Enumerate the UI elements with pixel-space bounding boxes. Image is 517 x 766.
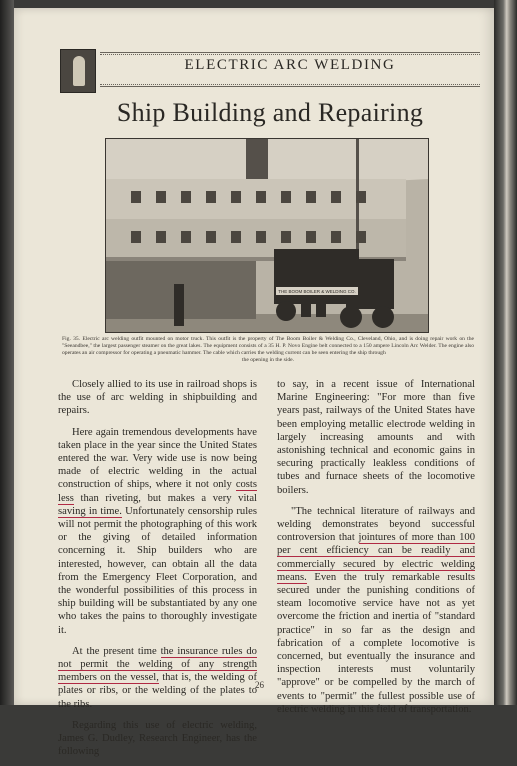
underline-insurance-rules: the insurance rules do not permit the welding of any strength members on the vessel,	[58, 645, 257, 684]
header-rule-bottom-dotted	[100, 84, 480, 85]
caption-text: Fig. 35. Electric arc welding outfit mounted on motor truck. This outfit is the property of The Boom Boiler & Welding Co., Cleveland, Ohio, and is doing repair work on the "Seeandbee," the largest passenger steamer on the great lakes. The equipment consists of a 35 H. P. Novo Engine belt connected to a 150 ampere Lincoln Arc Welder. The engine also operates an air compressor for operating a pneumatic hammer. The cable which carries the welding current can be seen entering the ship through	[62, 336, 474, 356]
truck-sign: THE BOOM BOILER & WELDING CO.	[278, 289, 356, 294]
header-rule-top-dotted	[100, 54, 480, 55]
page-title: Ship Building and Repairing	[116, 98, 424, 127]
left-paragraph-4: Regarding this use of electric welding, James G. Dudley, Research Engineer, has the following	[58, 719, 257, 758]
ship-photo	[105, 138, 429, 333]
left-column	[58, 378, 257, 766]
binding-shadow	[0, 0, 14, 705]
left-paragraph-3: At the present time the insurance rules do not permit the welding of any strength members on the vessel, that is, the welding of plates or ribs, or the welding of the plates to the ribs.	[58, 645, 257, 710]
header-rule-top	[100, 52, 480, 53]
running-head: ELECTRIC ARC WELDING	[184, 57, 396, 73]
underline-saving-in-time: saving in time.	[58, 505, 122, 517]
header-emblem-icon	[60, 49, 96, 93]
right-column	[277, 378, 475, 724]
page-number: 26	[255, 680, 264, 690]
left-paragraph-2: Here again tremendous developments have taken place in the year since the United States entered the war. Very wide use is now being made of electric welding in the actual construction of ships, where it not only costs less than riveting, but makes a very vital saving in time. Unfortunately censorship rules will not permit the photographing of this work or the giving of detailed information concerning it. Ship builders who are interested, however, can obtain all the data from the Emergency Fleet Corporation, and the wonderful possibilities of this process in ship building will be substantiated by any one who takes the pains to thoroughly investigate it.	[58, 426, 257, 636]
page-edge	[494, 0, 517, 705]
underline-jointures: jointures of more than 100 per cent efficiency can be readily and commercially secured by electric welding means.	[277, 532, 476, 583]
left-paragraph-1: Closely allied to its use in railroad shops is the use of arc welding in shipbuilding and repairs.	[58, 379, 257, 417]
figure-caption	[62, 336, 474, 364]
header-rule-bottom	[100, 86, 480, 87]
underline-costs-less: costs less	[58, 479, 257, 504]
caption-end: the opening in the side.	[241, 357, 295, 363]
right-paragraph-1: to say, in a recent issue of International Marine Engineering: "For more than five years past, railways of the United States have been employing metallic electrode welding in largely increasing amounts and with astonishing technical and economic gains in securing practically leakless conditions of tubes and furnace sheets of the locomotive boilers.	[277, 379, 475, 496]
right-paragraph-2: "The technical literature of railways and welding demonstrates beyond successful controversion that jointures of more than 100 per cent efficiency can be readily and commercially secured by electric welding means. Even the truly remarkable results secured under the punishing conditions of steam locomotive service have not as yet overcome the friction and inertia of "standard practice" in so far as the design and fabrication of a complete locomotive is concerned, but eventually the insurance and inspection interests must voluntarily "approve" or be compelled by the march of events to "permit" the fullest possible use of electric welding in this field of transportation.	[277, 505, 476, 715]
